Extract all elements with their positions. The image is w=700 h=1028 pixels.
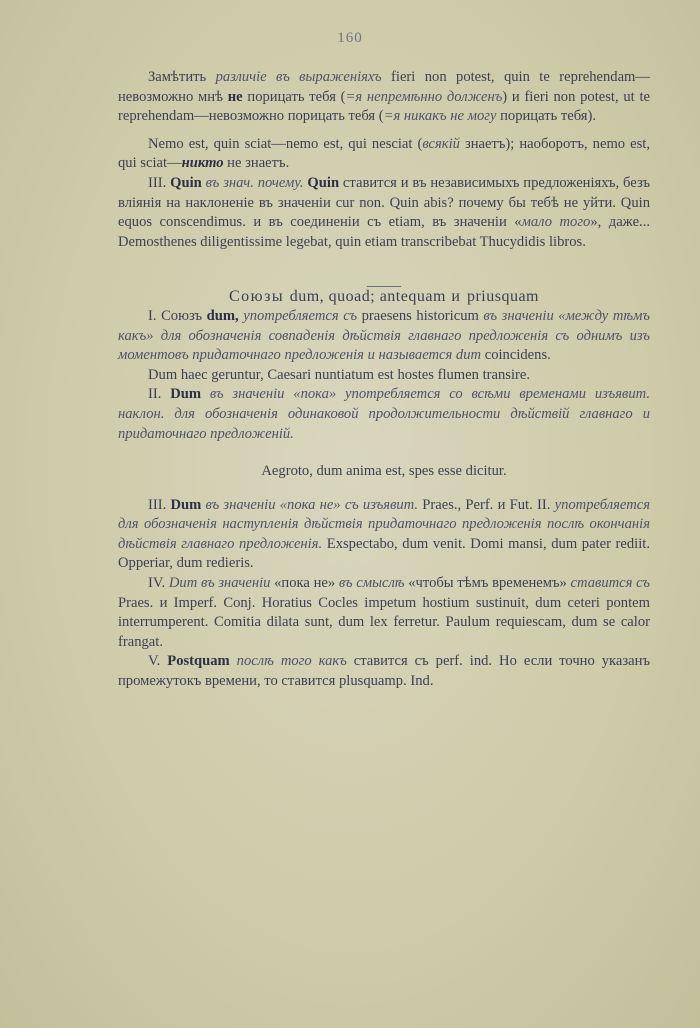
italic-text: =я непремѣнно долженъ [345, 88, 503, 105]
italic-text: употребляется съ [238, 307, 358, 324]
italic-text: послѣ того какъ [229, 653, 347, 670]
text: praesens historicum [357, 307, 484, 324]
italic-text: въ значеніи «пока» употребляется со всѣми временами изъявит. наклон. для обозначенія одинаковой продолжительности дѣйствій главнаго и придаточнаго предложеній. [118, 386, 650, 442]
paragraph-quin-why [118, 174, 650, 252]
bold-text: dum, [206, 307, 239, 324]
example-sentence: Dum haec geruntur, Caesari nuntiatum est hostes flumen transire. [148, 366, 530, 383]
example-sentence: Aegroto, dum anima est, spes esse dicitur. [261, 463, 507, 480]
bold-text: Postquam [167, 653, 230, 670]
text: знаетъ); наоборотъ, nemo est, qui sciat— [118, 135, 650, 172]
text: и [445, 288, 467, 306]
text: Praes. и Imperf. Conj. [118, 594, 256, 611]
paragraph-dum-until [118, 496, 650, 574]
bold-text: Dum [170, 496, 202, 513]
text: priusquam [466, 288, 539, 306]
paragraph-dum-meanwhile [118, 574, 650, 652]
text: III. [148, 496, 171, 513]
text: Praes., Perf. и Fut. II. [418, 496, 555, 513]
paragraph-nemo-est [118, 135, 650, 174]
text: «чтобы тѣмъ временемъ» [404, 575, 571, 592]
text: Но если точно указанъ промежутокъ времени, то ставится plusquamp. Ind. [118, 653, 650, 690]
section-heading [118, 287, 650, 307]
italic-text: въ значеніи «пока не» съ изъявит. [201, 496, 419, 513]
paragraph-dum-while [118, 385, 650, 444]
text: порицать тебя ( [242, 88, 346, 105]
text: не знаетъ. [223, 155, 290, 172]
italic-text: въ значеніи «между тѣмъ какъ» для обозначенія совпаденія дѣйствія главнаго предложенія съ однимъ изъ моментовъ придаточнаго предложенія и называется dum [118, 307, 650, 364]
italic-text: Dum въ значеніи [168, 575, 271, 592]
italic-text: въ знач. почему. [201, 174, 304, 191]
italic-text: всякій [422, 135, 460, 152]
text: порицать тебя). [496, 108, 597, 125]
text: III. [148, 174, 171, 191]
page-number: 160 [337, 30, 363, 46]
text: fieri non potest, quin te reprehendam—невозможно мнѣ [118, 69, 650, 105]
paragraph-quin-difference [118, 68, 650, 127]
text: Nemo est, quin sciat—nemo est, qui nesciat ( [148, 135, 423, 152]
bold-text: не [227, 88, 243, 105]
italic-bold-text: никто [181, 155, 224, 172]
text: IV. [148, 575, 169, 592]
text: Замѣтить [148, 69, 216, 85]
text: V. [148, 653, 168, 670]
text: I. Союзъ [148, 307, 207, 324]
italic-text: =я никакъ не могу [383, 108, 497, 125]
paragraph-dum-coincidens [118, 307, 650, 366]
text: ставится и въ независимыхъ предложеніяхъ, безъ вліянія на наклоненіе въ значеніи cur non. Quin abis? почему бы тебѣ не уйти. Quin equos conscendimus. и въ соединеніи съ etiam, въ значеніи « [118, 174, 651, 231]
text: Horatius Cocles impetum hostium sustinuit, dum ceteri pontem interrumperent. Comitia dilata sunt, dum lex ferretur. Paulum requiescam, dum se calor frangat. [118, 594, 650, 650]
text: Союзы [228, 288, 290, 306]
text: II. [148, 386, 171, 403]
bold-text: Quin [170, 174, 202, 191]
text: ставится съ perf. ind. [346, 653, 493, 670]
italic-text: различіе въ выраженіяхъ [215, 69, 382, 85]
italic-text: мало того [521, 214, 591, 231]
italic-text: въ смыслѣ [338, 575, 405, 592]
text: Exspectabo, dum venit. Domi mansi, dum pater rediit. Opperiar, dum redieris. [118, 535, 650, 572]
italic-text: употребляется для обозначенія наступленія дѣйствія придаточнаго предложенія послѣ окончанія дѣйствія главнаго предложенія. [118, 496, 650, 552]
page-body [118, 68, 650, 692]
bold-text: Quin [307, 174, 340, 191]
text: ) и fieri non potest, ut te reprehendam—невозможно порицать тебя ( [118, 88, 651, 125]
bold-text: Dum [170, 386, 202, 403]
paragraph-postquam [118, 652, 650, 691]
text: », даже... Demosthenes diligentissime legebat, quin etiam transcribebat Thucydidis libros. [118, 214, 650, 250]
text: coincidens. [481, 347, 551, 364]
text: quoad; antequam [324, 288, 446, 306]
text: dum, [289, 288, 325, 306]
text: «пока не» [270, 575, 339, 592]
italic-text: ставится съ [570, 575, 650, 592]
